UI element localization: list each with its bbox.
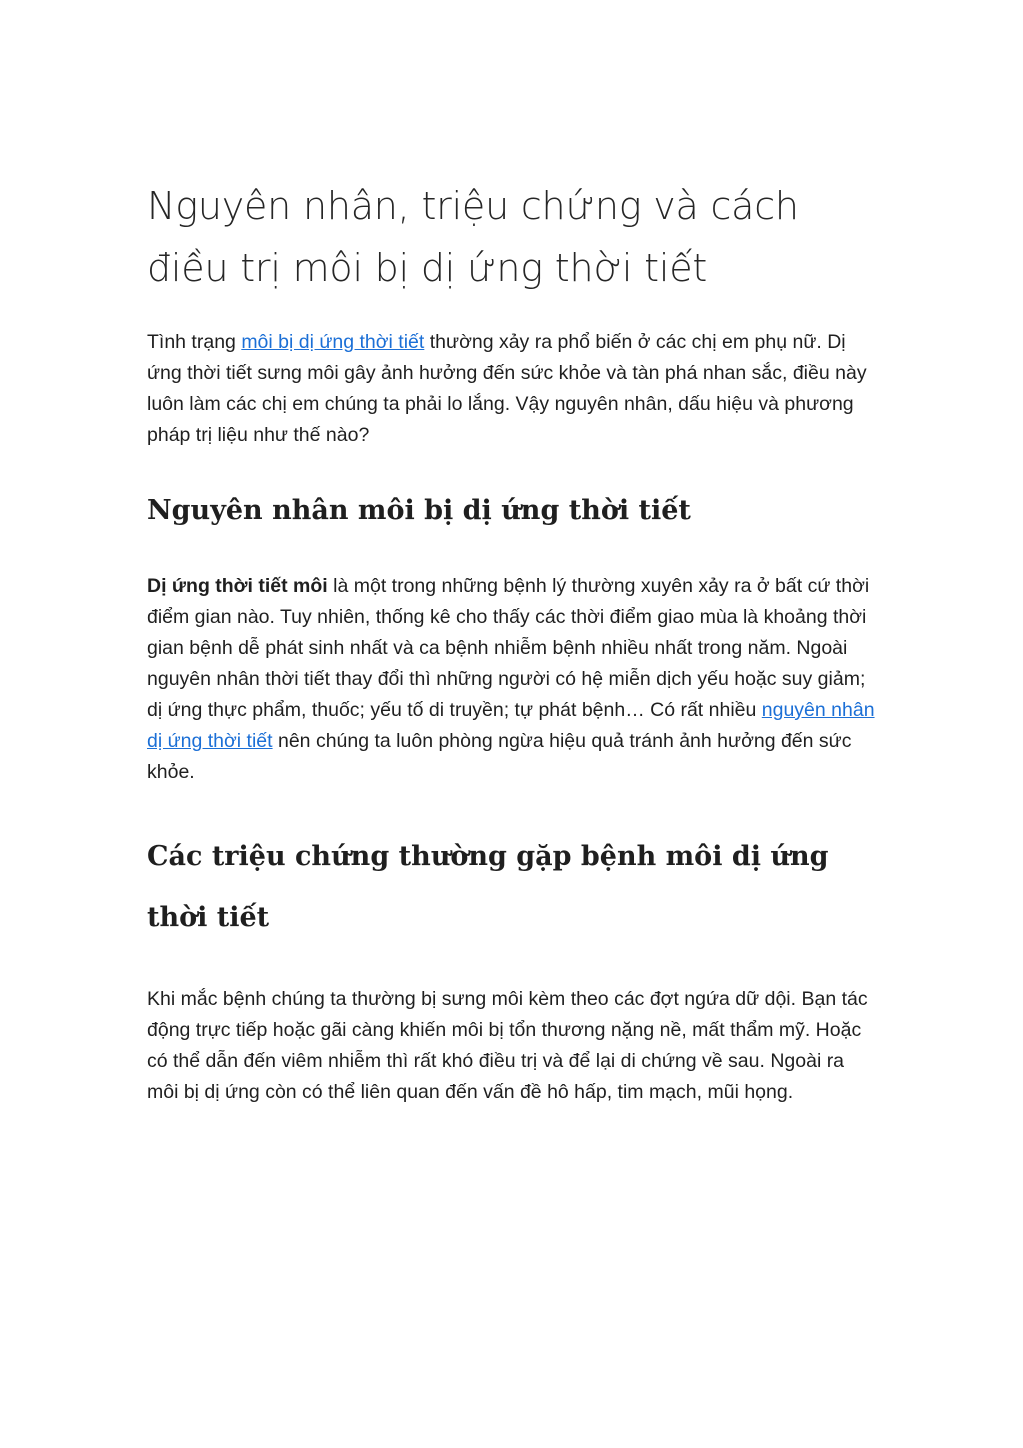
symptoms-heading: Các triệu chứng thường gặp bệnh môi dị ứng thời tiết — [147, 841, 829, 933]
causes-text-start: là một trong những bệnh lý thường xuyên xảy ra ở bất cứ thời điểm gian nào. Tuy nhiên, thống kê cho thấy các thời điểm giao mùa là khoảng thời gian bệnh dễ phát sinh nhất và ca bệnh nhiễm bệnh nhiều nhất trong năm. Ngoài nguyên nhân thời tiết thay đổi thì những người có hệ miễn dịch yếu hoặc suy giảm; dị ứng thực phẩm, thuốc; yếu tố di truyền; tự phát bệnh… Có rất nhiều — [147, 575, 870, 721]
causes-heading: Nguyên nhân môi bị dị ứng thời tiết — [147, 495, 691, 526]
intro-text-end: thường xảy ra phổ biến ở các chị em phụ nữ. Dị ứng thời tiết sưng môi gây ảnh hưởng đến sức khỏe và tàn phá nhan sắc, điều này luôn làm các chị em chúng ta phải lo lắng. Vậy nguyên nhân, dấu hiệu và phương pháp trị liệu như thế nào? — [147, 331, 867, 446]
causes-text-end: nên chúng ta luôn phòng ngừa hiệu quả tránh ảnh hưởng đến sức khỏe. — [147, 730, 852, 783]
intro-text-start: Tình trạng — [147, 331, 242, 353]
article-title: Nguyên nhân, triệu chứng và cách điều trị môi bị dị ứng thời tiết — [147, 184, 799, 290]
document-page — [147, 175, 877, 1108]
causes-link[interactable]: nguyên nhân dị ứng thời tiết — [147, 699, 875, 752]
causes-paragraph — [147, 571, 875, 788]
causes-bold-lead: Dị ứng thời tiết môi — [147, 575, 328, 597]
symptoms-paragraph: Khi mắc bệnh chúng ta thường bị sưng môi kèm theo các đợt ngứa dữ dội. Bạn tác động trực tiếp hoặc gãi càng khiến môi bị tổn thương nặng nề, mất thẩm mỹ. Hoặc có thể dẫn đến viêm nhiễm thì rất khó điều trị và để lại di chứng về sau. Ngoài ra môi bị dị ứng còn có thể liên quan đến vấn đề hô hấp, tim mạch, mũi họng. — [147, 988, 868, 1103]
intro-link[interactable]: môi bị dị ứng thời tiết — [241, 331, 425, 353]
intro-paragraph — [147, 327, 875, 451]
